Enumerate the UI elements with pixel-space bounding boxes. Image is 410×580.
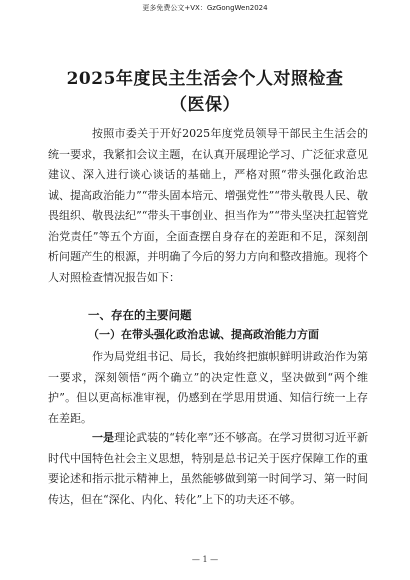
page-header-note: 更多免费公文+VX：GzGongWen2024 <box>142 4 268 12</box>
body-paragraph-point-one <box>48 428 368 510</box>
document-title: 2025年度民主生活会个人对照检查（医保） <box>66 69 344 115</box>
body-paragraph: 作为局党组书记、局长，我始终把旗帜鲜明讲政治作为第一要求，深刻领悟“两个确立”的决定性意义，坚决做到“两个维护”。但以更高标准审视，仍感到在学思用贯通、知信行统一上存在差距。 <box>48 350 368 425</box>
subsection-heading: （一）在带头强化政治忠诚、提高政治能力方面 <box>88 328 319 341</box>
point-lead: 一是 <box>92 431 115 444</box>
section-heading: 一、存在的主要问题 <box>88 308 192 322</box>
intro-paragraph: 按照市委关于开好2025年度党员领导干部民主生活会的统一要求，我紧扣会议主题，在认真开展理论学习、广泛征求意见建议、深入进行谈心谈话的基础上，严格对照“带头强化政治忠诚、提高政治能力”“带头固本培元、增强党性”“带头敬畏人民、敬畏组织、敬畏法纪”“带头干事创业、担当作为”“带头坚决扛起管党治党责任”等五个方面，全面查摆自身存在的差距和不足，深刻剖析问题产生的根源，并明确了今后的努力方向和整改措施。现将个人对照检查情况报告如下： <box>48 127 368 284</box>
page-number: — 1 — <box>191 555 219 564</box>
point-text: 理论武装的“转化率”还不够高。在学习贯彻习近平新时代中国特色社会主义思想，特别是总书记关于医疗保障工作的重要论述和指示批示精神上，虽然能够做到第一时间学习、第一时间传达，但在“深化、内化、转化”上下的功夫还不够。 <box>48 431 368 506</box>
